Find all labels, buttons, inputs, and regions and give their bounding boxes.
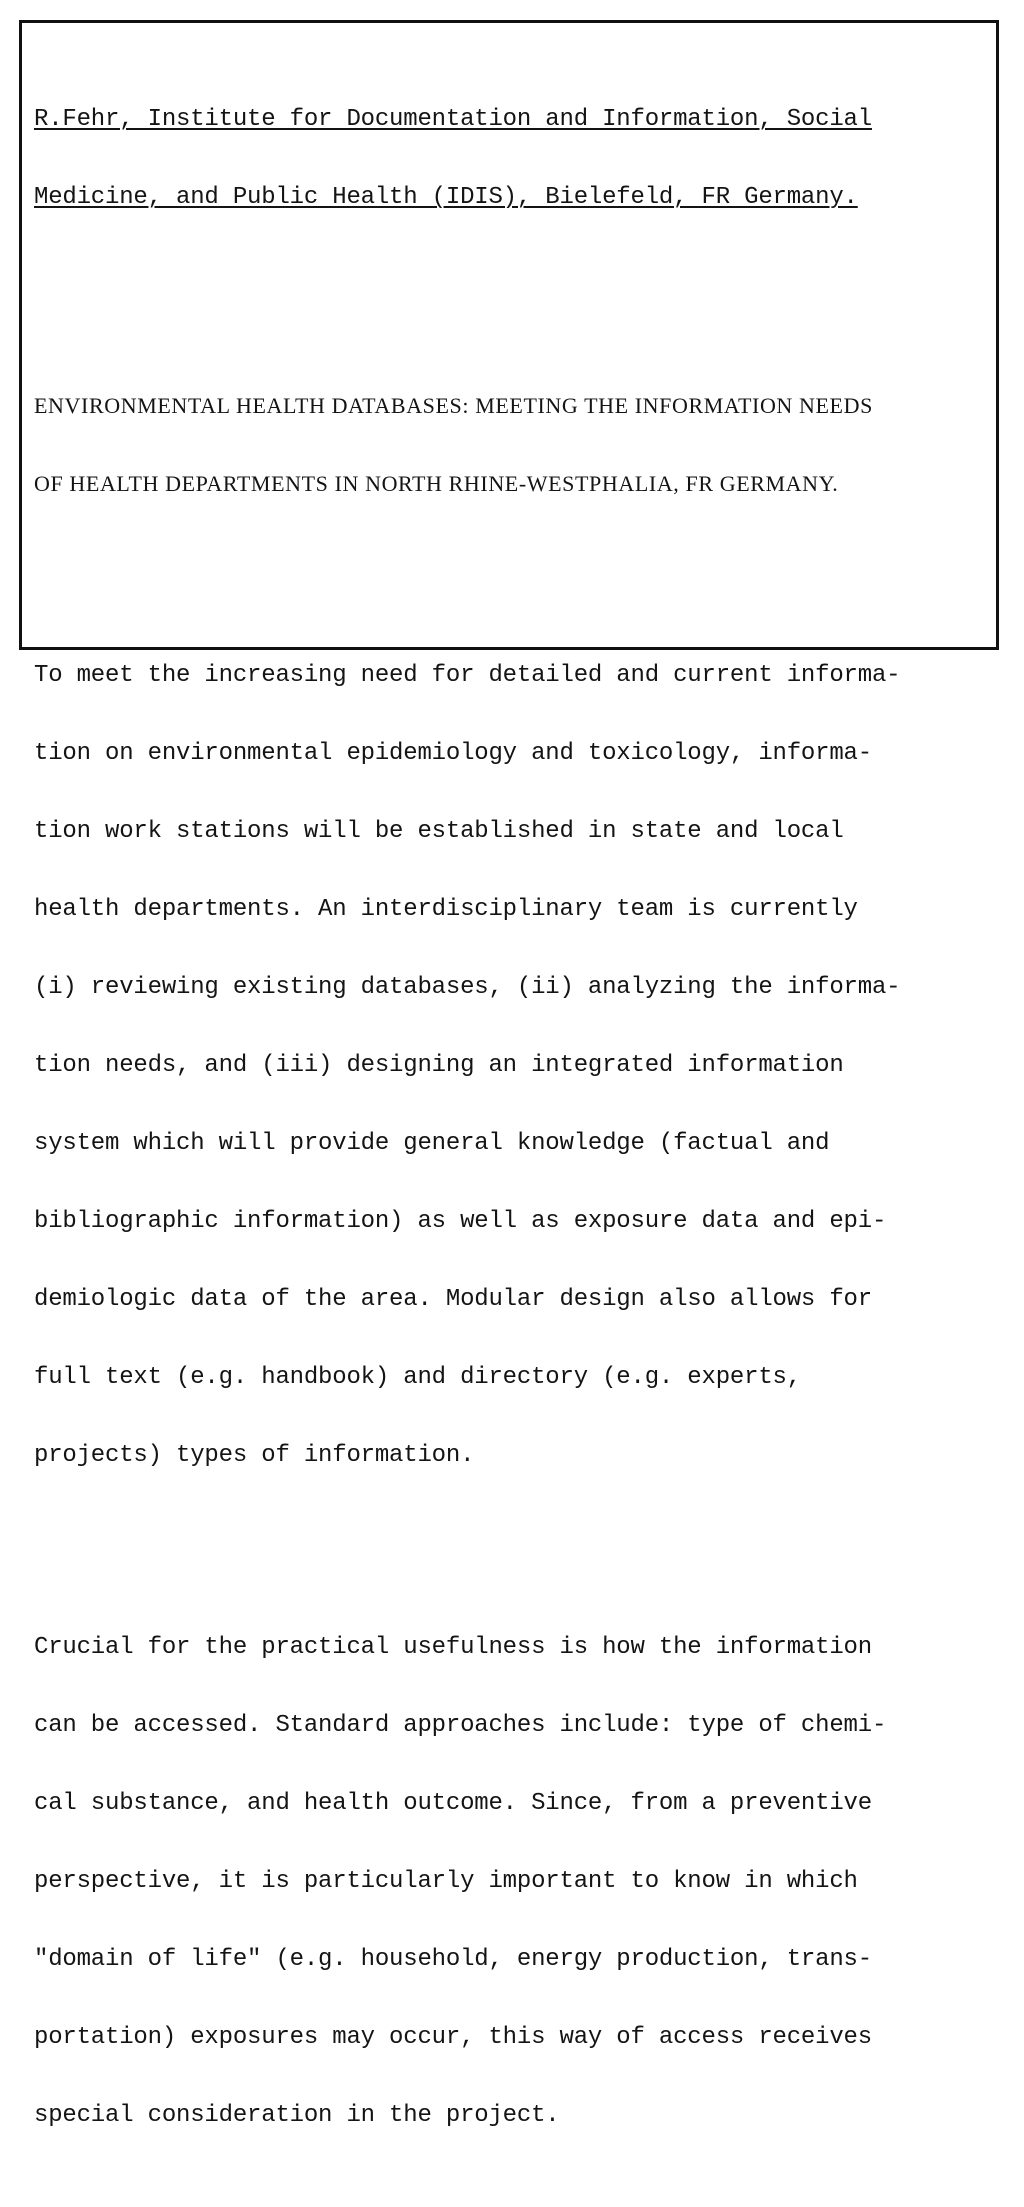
paragraph1-line: tion needs, and (iii) designing an integrated information <box>34 1052 844 1079</box>
spacer <box>34 289 1004 315</box>
paragraph2-line: can be accessed. Standard approaches include: type of chemi- <box>34 1712 887 1739</box>
paragraph1-line: system which will provide general knowledge (factual and <box>34 1130 830 1157</box>
spacer <box>34 575 1004 585</box>
paragraph2-line: portation) exposures may occur, this way of access receives <box>34 2024 872 2051</box>
paragraph2-line: perspective, it is particularly important to know in which <box>34 1868 858 1895</box>
paragraph2-line: cal substance, and health outcome. Since, from a preventive <box>34 1790 872 1817</box>
author-line: R.Fehr, Institute for Documentation and Information, Social <box>34 106 872 133</box>
paragraph2-line: Crucial for the practical usefulness is how the information <box>34 1634 872 1661</box>
abstract-text <box>34 29 1004 2207</box>
abstract-frame <box>19 20 999 2129</box>
paragraph1-line: demiologic data of the area. Modular design also allows for <box>34 1286 872 1313</box>
paragraph1-line: projects) types of information. <box>34 1442 475 1469</box>
paragraph1-line: (i) reviewing existing databases, (ii) analyzing the informa- <box>34 974 901 1001</box>
author-line: Medicine, and Public Health (IDIS), Bielefeld, FR Germany. <box>34 184 858 211</box>
title-line: OF HEALTH DEPARTMENTS IN NORTH RHINE-WESTPHALIA, FR GERMANY. <box>34 471 839 496</box>
paragraph1-line: bibliographic information) as well as exposure data and epi- <box>34 1208 887 1235</box>
paragraph1-line: full text (e.g. handbook) and directory (e.g. experts, <box>34 1364 801 1391</box>
paragraph2-line: special consideration in the project. <box>34 2102 560 2129</box>
paragraph1-line: tion work stations will be established in state and local <box>34 818 844 845</box>
title-line: ENVIRONMENTAL HEALTH DATABASES: MEETING THE INFORMATION NEEDS <box>34 393 873 418</box>
paragraph1-line: To meet the increasing need for detailed and current informa- <box>34 662 901 689</box>
paragraph1-line: health departments. An interdisciplinary team is currently <box>34 896 858 923</box>
paragraph2-line: "domain of life" (e.g. household, energy production, trans- <box>34 1946 872 1973</box>
spacer <box>34 1547 1004 1557</box>
paragraph1-line: tion on environmental epidemiology and toxicology, informa- <box>34 740 872 767</box>
